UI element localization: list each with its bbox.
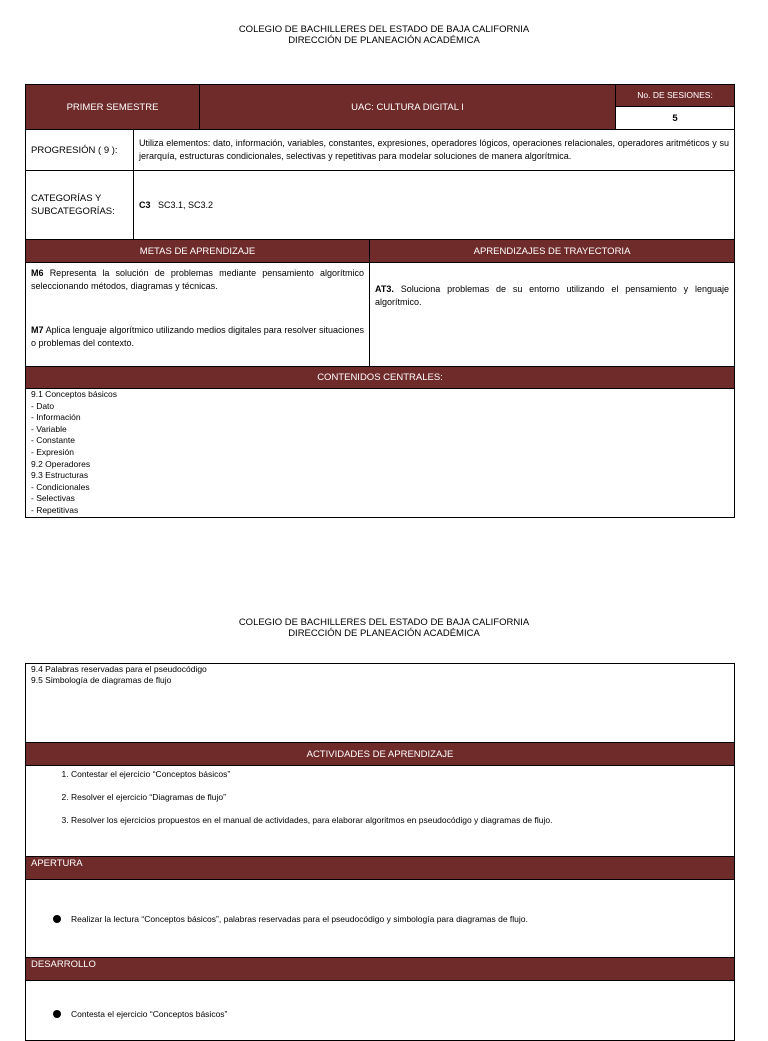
goal-m7: M7 Aplica lenguaje algorítmico utilizando medios digitales para resolver situaciones o problemas del contexto. <box>31 325 365 348</box>
department-name: DIRECCIÓN DE PLANEACIÓN ACADÉMICA <box>288 628 480 639</box>
list-item: - Repetitivas <box>31 504 79 515</box>
sessions-label: No. DE SESIONES: <box>616 85 735 107</box>
at3-code: AT3. <box>375 284 394 294</box>
bullet-icon <box>53 915 61 923</box>
list-item: 9.2 Operadores <box>31 458 91 469</box>
list-item: - Constante <box>31 435 75 446</box>
list-item: 9.3 Estructuras <box>31 470 89 481</box>
list-item: 9.4 Palabras reservadas para el pseudocódigo <box>31 664 207 674</box>
contenidos-continued <box>26 664 735 743</box>
metas-cell <box>26 263 370 367</box>
categories-label: CATEGORÍAS Y SUBCATEGORÍAS: <box>26 171 134 240</box>
trayectoria-cell <box>370 263 735 367</box>
category-code: C3 <box>139 200 151 210</box>
desarrollo-cell <box>26 981 735 1041</box>
page-header <box>0 24 768 46</box>
institution-name: COLEGIO DE BACHILLERES DEL ESTADO DE BAJA CALIFORNIA <box>238 617 530 628</box>
institution-name: COLEGIO DE BACHILLERES DEL ESTADO DE BAJA CALIFORNIA <box>238 24 530 35</box>
actividades-list <box>31 769 729 825</box>
apertura-header: APERTURA <box>26 857 735 880</box>
bullet-icon <box>53 1010 61 1018</box>
list-item: - Selectivas <box>31 493 75 504</box>
progression-text: Utiliza elementos: dato, información, variables, constantes, expresiones, operadores lógicos, operaciones relacionales, operadores aritméticos y su jerarquía, estructuras condicionales, selectivas y repetitivas para modelar soluciones de manera algorítmica. <box>134 130 735 171</box>
sessions-value: 5 <box>616 107 735 130</box>
list-item: 1. Contestar el ejercicio “Conceptos básicos” <box>71 769 729 779</box>
subcategories: SC3.1, SC3.2 <box>158 200 214 210</box>
at3-text: Soluciona problemas de su entorno utilizando el pensamiento y lenguaje algorítmico. <box>375 284 730 307</box>
list-item: - Condicionales <box>31 481 90 492</box>
metas-header: METAS DE APRENDIZAJE <box>26 240 370 263</box>
list-item: - Información <box>31 412 81 423</box>
list-item: 9.1 Conceptos básicos <box>31 389 117 399</box>
list-item: 2. Resolver el ejercicio “Diagramas de flujo” <box>71 792 729 802</box>
uac-cell: UAC: CULTURA DIGITAL I <box>200 85 616 130</box>
department-name: DIRECCIÓN DE PLANEACIÓN ACADÉMICA <box>288 35 480 46</box>
goal-m6: M6 Representa la solución de problemas mediante pensamiento algorítmico seleccionando métodos, diagramas y técnicas. <box>31 268 364 291</box>
list-item: Contesta el ejercicio “Conceptos básicos” <box>71 1009 729 1019</box>
actividades-header: ACTIVIDADES DE APRENDIZAJE <box>26 743 735 766</box>
planning-table-page1 <box>25 84 735 518</box>
list-item: - Variable <box>31 423 67 434</box>
page-header-2 <box>0 617 768 639</box>
categories-value <box>134 171 735 240</box>
contenidos-header: CONTENIDOS CENTRALES: <box>26 367 735 389</box>
apertura-cell <box>26 880 735 958</box>
trayectoria-header: APRENDIZAJES DE TRAYECTORIA <box>370 240 735 263</box>
desarrollo-header: DESARROLLO <box>26 958 735 981</box>
list-item: - Dato <box>31 400 55 411</box>
actividades-cell <box>26 766 735 857</box>
contenidos-list <box>26 389 735 518</box>
semester-cell: PRIMER SEMESTRE <box>26 85 200 130</box>
list-item: - Expresión <box>31 446 74 457</box>
progression-label: PROGRESIÓN ( 9 ): <box>26 130 134 171</box>
list-item: Realizar la lectura “Conceptos básicos”, palabras reservadas para el pseudocódigo y simbología para diagramas de flujo. <box>71 914 729 924</box>
list-item: 3. Resolver los ejercicios propuestos en el manual de actividades, para elaborar algoritmos en pseudocódigo y diagramas de flujo. <box>71 815 729 825</box>
planning-table-page2 <box>25 663 735 1041</box>
list-item: 9.5 Simbología de diagramas de flujo <box>31 674 172 685</box>
